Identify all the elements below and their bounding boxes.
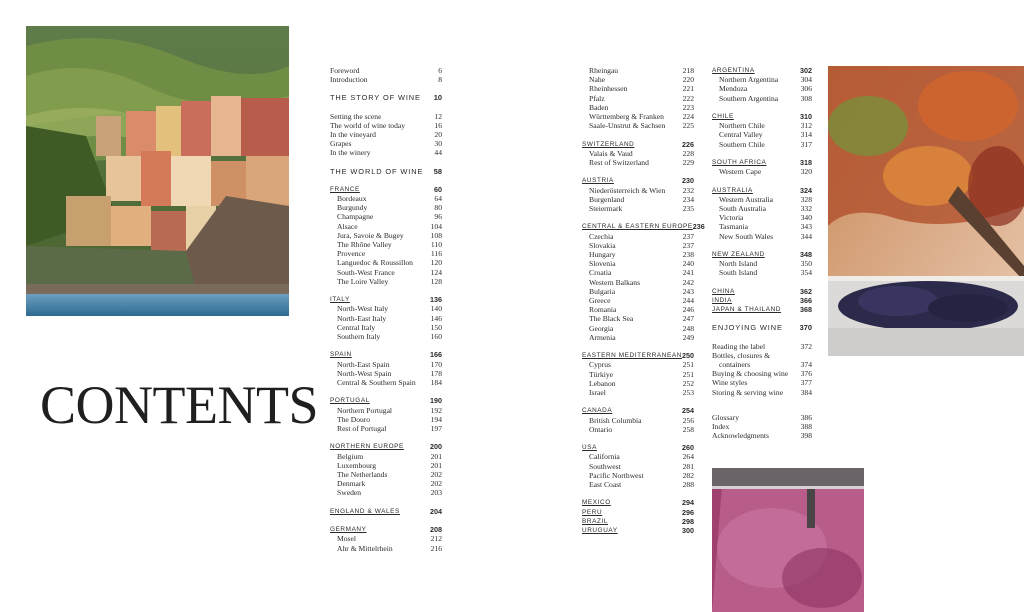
grapes-photo <box>828 66 1024 356</box>
toc-entry[interactable]: Romania 246 <box>589 305 694 315</box>
toc-entry[interactable]: Lebanon 252 <box>589 378 694 388</box>
contents-column-3 <box>712 66 812 450</box>
toc-entry[interactable]: Glossary 386 <box>712 412 812 422</box>
region-heading[interactable]: SOUTH AFRICA 318 <box>712 158 812 167</box>
region-switzerland <box>582 140 694 168</box>
toc-entry[interactable]: The Netherlands 202 <box>337 470 442 480</box>
toc-entry[interactable]: Steiermark 235 <box>589 204 694 214</box>
region-heading[interactable]: ITALY 136 <box>330 295 442 305</box>
toc-entry[interactable]: Nahe 220 <box>589 75 694 85</box>
region-heading[interactable]: PERU 296 <box>582 507 694 517</box>
toc-entry[interactable]: Slovakia 237 <box>589 240 694 250</box>
contents-column-1 <box>330 66 442 562</box>
toc-entry[interactable]: Sweden 203 <box>337 488 442 498</box>
toc-entry[interactable]: Western Cape 320 <box>719 167 812 177</box>
toc-entry[interactable]: Jura, Savoie & Bugey 108 <box>337 230 442 240</box>
region-heading[interactable]: EASTERN MEDITERRANEAN 250 <box>582 351 694 361</box>
toc-entry[interactable]: California 264 <box>589 452 694 462</box>
toc-entry[interactable]: Pfalz 222 <box>589 93 694 103</box>
region-chile <box>712 112 812 149</box>
toc-entry[interactable]: Niederösterreich & Wien 232 <box>589 185 694 195</box>
toc-entry[interactable]: Victoria 340 <box>719 213 812 223</box>
toc-entry[interactable]: Foreword 6 <box>330 66 442 75</box>
toc-entry[interactable]: South-West France 124 <box>337 267 442 277</box>
region-heading[interactable]: MEXICO 294 <box>582 498 694 508</box>
front-matter <box>330 66 442 84</box>
toc-entry[interactable]: Rheingau 218 <box>589 66 694 75</box>
toc-entry[interactable]: Rest of Switzerland 229 <box>589 158 694 168</box>
region-heading[interactable]: FRANCE 60 <box>330 184 442 194</box>
toc-entry[interactable]: Central & Southern Spain 184 <box>337 378 442 388</box>
toc-entry[interactable]: Alsace 104 <box>337 221 442 231</box>
toc-entry[interactable]: Württemberg & Franken 224 <box>589 112 694 122</box>
back-matter <box>712 413 812 441</box>
part-heading[interactable]: THE STORY OF WINE 10 <box>330 93 442 103</box>
region-heading[interactable]: CENTRAL & EASTERN EUROPE 236 <box>582 222 705 232</box>
toc-entry[interactable]: Grapes 30 <box>330 139 442 149</box>
region-heading[interactable]: BRAZIL 298 <box>582 516 694 526</box>
region-heading[interactable]: AUSTRIA 230 <box>582 176 694 186</box>
toc-entry[interactable]: Saale-Unstrut & Sachsen 225 <box>589 121 694 131</box>
grape-press-photo <box>712 468 864 612</box>
region-italy <box>330 295 442 341</box>
region-new-zealand <box>712 250 812 278</box>
toc-entry[interactable]: Mendoza 306 <box>719 84 812 94</box>
toc-entry[interactable]: Southwest 281 <box>589 461 694 471</box>
toc-entry[interactable]: Northern Argentina 304 <box>719 75 812 85</box>
toc-entry[interactable]: Czechia 237 <box>589 231 694 241</box>
region-heading[interactable]: JAPAN & THAILAND 368 <box>712 305 812 315</box>
toc-entry[interactable]: Croatia 241 <box>589 268 694 278</box>
toc-entry[interactable]: Southern Italy 160 <box>337 332 442 342</box>
region-spain <box>330 350 442 387</box>
toc-entry[interactable]: The Rhône Valley 110 <box>337 240 442 250</box>
toc-entry[interactable]: Rheinhessen 221 <box>589 84 694 94</box>
region-usa <box>582 443 694 489</box>
toc-entry[interactable]: Pacific Northwest 282 <box>589 470 694 480</box>
region-heading[interactable]: GERMANY 208 <box>330 525 442 535</box>
region-portugal <box>330 396 442 433</box>
region-latin-america <box>582 498 694 535</box>
toc-entry[interactable]: The Black Sea 247 <box>589 314 694 324</box>
story-entries <box>330 112 442 158</box>
region-heading[interactable]: NEW ZEALAND 348 <box>712 250 812 259</box>
toc-entry[interactable]: Greece 244 <box>589 296 694 306</box>
part-heading[interactable]: THE WORLD OF WINE 58 <box>330 166 442 176</box>
toc-entry[interactable]: Rest of Portugal 197 <box>337 424 442 434</box>
toc-entry[interactable]: Reading the label 372 <box>712 341 812 351</box>
toc-entry[interactable]: The Loire Valley 128 <box>337 276 442 286</box>
toc-entry[interactable]: North-East Spain 170 <box>337 359 442 369</box>
toc-entry[interactable]: East Coast 288 <box>589 480 694 490</box>
toc-entry[interactable]: Southern Argentina 308 <box>719 93 812 103</box>
toc-entry[interactable]: Türkiye 251 <box>589 369 694 379</box>
toc-entry[interactable]: Cyprus 251 <box>589 360 694 370</box>
toc-entry[interactable]: Bottles, closures & <box>712 350 771 360</box>
village-photo <box>26 26 289 316</box>
toc-entry[interactable]: South Australia 332 <box>719 204 812 213</box>
region-argentina <box>712 66 812 103</box>
toc-entry[interactable]: Armenia 249 <box>589 332 694 342</box>
region-heading[interactable]: SPAIN 166 <box>330 350 442 360</box>
toc-entry[interactable]: In the winery 44 <box>330 148 442 158</box>
toc-entry[interactable]: Luxembourg 201 <box>337 460 442 470</box>
toc-entry[interactable]: Western Australia 328 <box>719 194 812 204</box>
toc-entry[interactable]: Languedoc & Roussillon 120 <box>337 258 442 268</box>
region-heading[interactable]: CHILE 310 <box>712 112 812 121</box>
region-heading[interactable]: CHINA 362 <box>712 286 812 296</box>
region-central-eastern-europe <box>582 222 705 342</box>
toc-entry[interactable]: Ahr & Mittelrhein 216 <box>337 543 442 553</box>
toc-entry[interactable]: The Douro 194 <box>337 414 442 424</box>
toc-entry[interactable]: Tasmania 343 <box>719 222 812 232</box>
toc-entry[interactable]: Provence 116 <box>337 249 442 259</box>
part-heading[interactable]: ENJOYING WINE 370 <box>712 323 812 333</box>
toc-entry[interactable]: Central Valley 314 <box>719 130 812 140</box>
toc-entry[interactable]: Western Balkans 242 <box>589 277 694 287</box>
region-heading[interactable]: PORTUGAL 190 <box>330 396 442 406</box>
toc-entry[interactable]: Belgium 201 <box>337 451 442 461</box>
region-germany <box>330 525 442 553</box>
region-france <box>330 185 442 286</box>
toc-entry[interactable]: North-East Italy 146 <box>337 313 442 323</box>
region-australia <box>712 186 812 241</box>
toc-entry[interactable]: South Island 354 <box>719 268 812 278</box>
toc-entry[interactable]: Burgenland 234 <box>589 194 694 204</box>
toc-entry[interactable]: Valais & Vaud 228 <box>589 148 694 158</box>
toc-entry[interactable]: North-West Italy 140 <box>337 304 442 314</box>
region-heading[interactable]: CANADA 254 <box>582 406 694 416</box>
region-heading[interactable]: ENGLAND & WALES 204 <box>330 506 442 516</box>
toc-entry[interactable]: Northern Chile 312 <box>719 121 812 131</box>
region-heading[interactable]: AUSTRALIA 324 <box>712 185 812 195</box>
toc-entry[interactable]: Setting the scene 12 <box>330 111 442 121</box>
toc-entry[interactable]: Buying & choosing wine 376 <box>712 369 812 379</box>
toc-entry[interactable]: Ontario 258 <box>589 424 694 434</box>
region-heading[interactable]: URUGUAY 300 <box>582 526 694 536</box>
toc-entry[interactable]: Bordeaux 64 <box>337 194 442 204</box>
toc-entry[interactable]: Burgundy 80 <box>337 203 442 213</box>
toc-entry[interactable]: Mosel 212 <box>337 534 442 544</box>
toc-entry[interactable]: Israel 253 <box>589 388 694 398</box>
region-heading[interactable]: INDIA 366 <box>712 296 812 305</box>
toc-entry[interactable]: North-West Spain 178 <box>337 368 442 378</box>
toc-entry[interactable]: Index 388 <box>712 422 812 432</box>
toc-entry[interactable]: Champagne 96 <box>337 212 442 222</box>
region-heading[interactable]: ARGENTINA 302 <box>712 66 812 75</box>
toc-entry[interactable]: Slovenia 240 <box>589 259 694 269</box>
toc-entry[interactable]: Hungary 238 <box>589 250 694 260</box>
region-south-africa <box>712 158 812 176</box>
region-canada <box>582 406 694 434</box>
region-asia <box>712 287 812 315</box>
enjoying-entries <box>712 342 812 397</box>
region-northern-europe <box>330 442 442 497</box>
toc-entry[interactable]: The world of wine today 16 <box>330 120 442 130</box>
toc-entry[interactable]: Introduction 8 <box>330 75 442 85</box>
region-heading[interactable]: USA 260 <box>582 443 694 453</box>
toc-entry[interactable]: Southern Chile 317 <box>719 139 812 149</box>
toc-entry[interactable]: North Island 350 <box>719 259 812 269</box>
region-austria <box>582 176 694 213</box>
toc-entry[interactable]: British Columbia 256 <box>589 415 694 425</box>
toc-entry[interactable]: Northern Portugal 192 <box>337 405 442 415</box>
germany-continued <box>582 66 694 130</box>
region-england-wales <box>330 507 442 516</box>
region-heading[interactable]: SWITZERLAND 226 <box>582 139 694 149</box>
toc-entry[interactable]: Denmark 202 <box>337 479 442 489</box>
page-title: CONTENTS <box>40 375 318 435</box>
contents-column-2 <box>582 66 705 544</box>
toc-entry[interactable]: Central Italy 150 <box>337 322 442 332</box>
toc-entry[interactable]: Georgia 248 <box>589 323 694 333</box>
toc-entry[interactable]: Wine styles 377 <box>712 378 812 388</box>
toc-entry[interactable]: Baden 223 <box>589 102 694 112</box>
toc-entry[interactable]: Storing & serving wine 384 <box>712 387 812 397</box>
toc-entry[interactable]: Acknowledgments 398 <box>712 431 812 441</box>
toc-entry[interactable]: In the vineyard 20 <box>330 130 442 140</box>
toc-entry[interactable]: containers 374 <box>719 360 812 370</box>
toc-entry[interactable]: Bulgaria 243 <box>589 286 694 296</box>
region-eastern-mediterranean <box>582 351 694 397</box>
region-heading[interactable]: NORTHERN EUROPE 200 <box>330 442 442 452</box>
toc-entry[interactable]: New South Wales 344 <box>719 231 812 241</box>
